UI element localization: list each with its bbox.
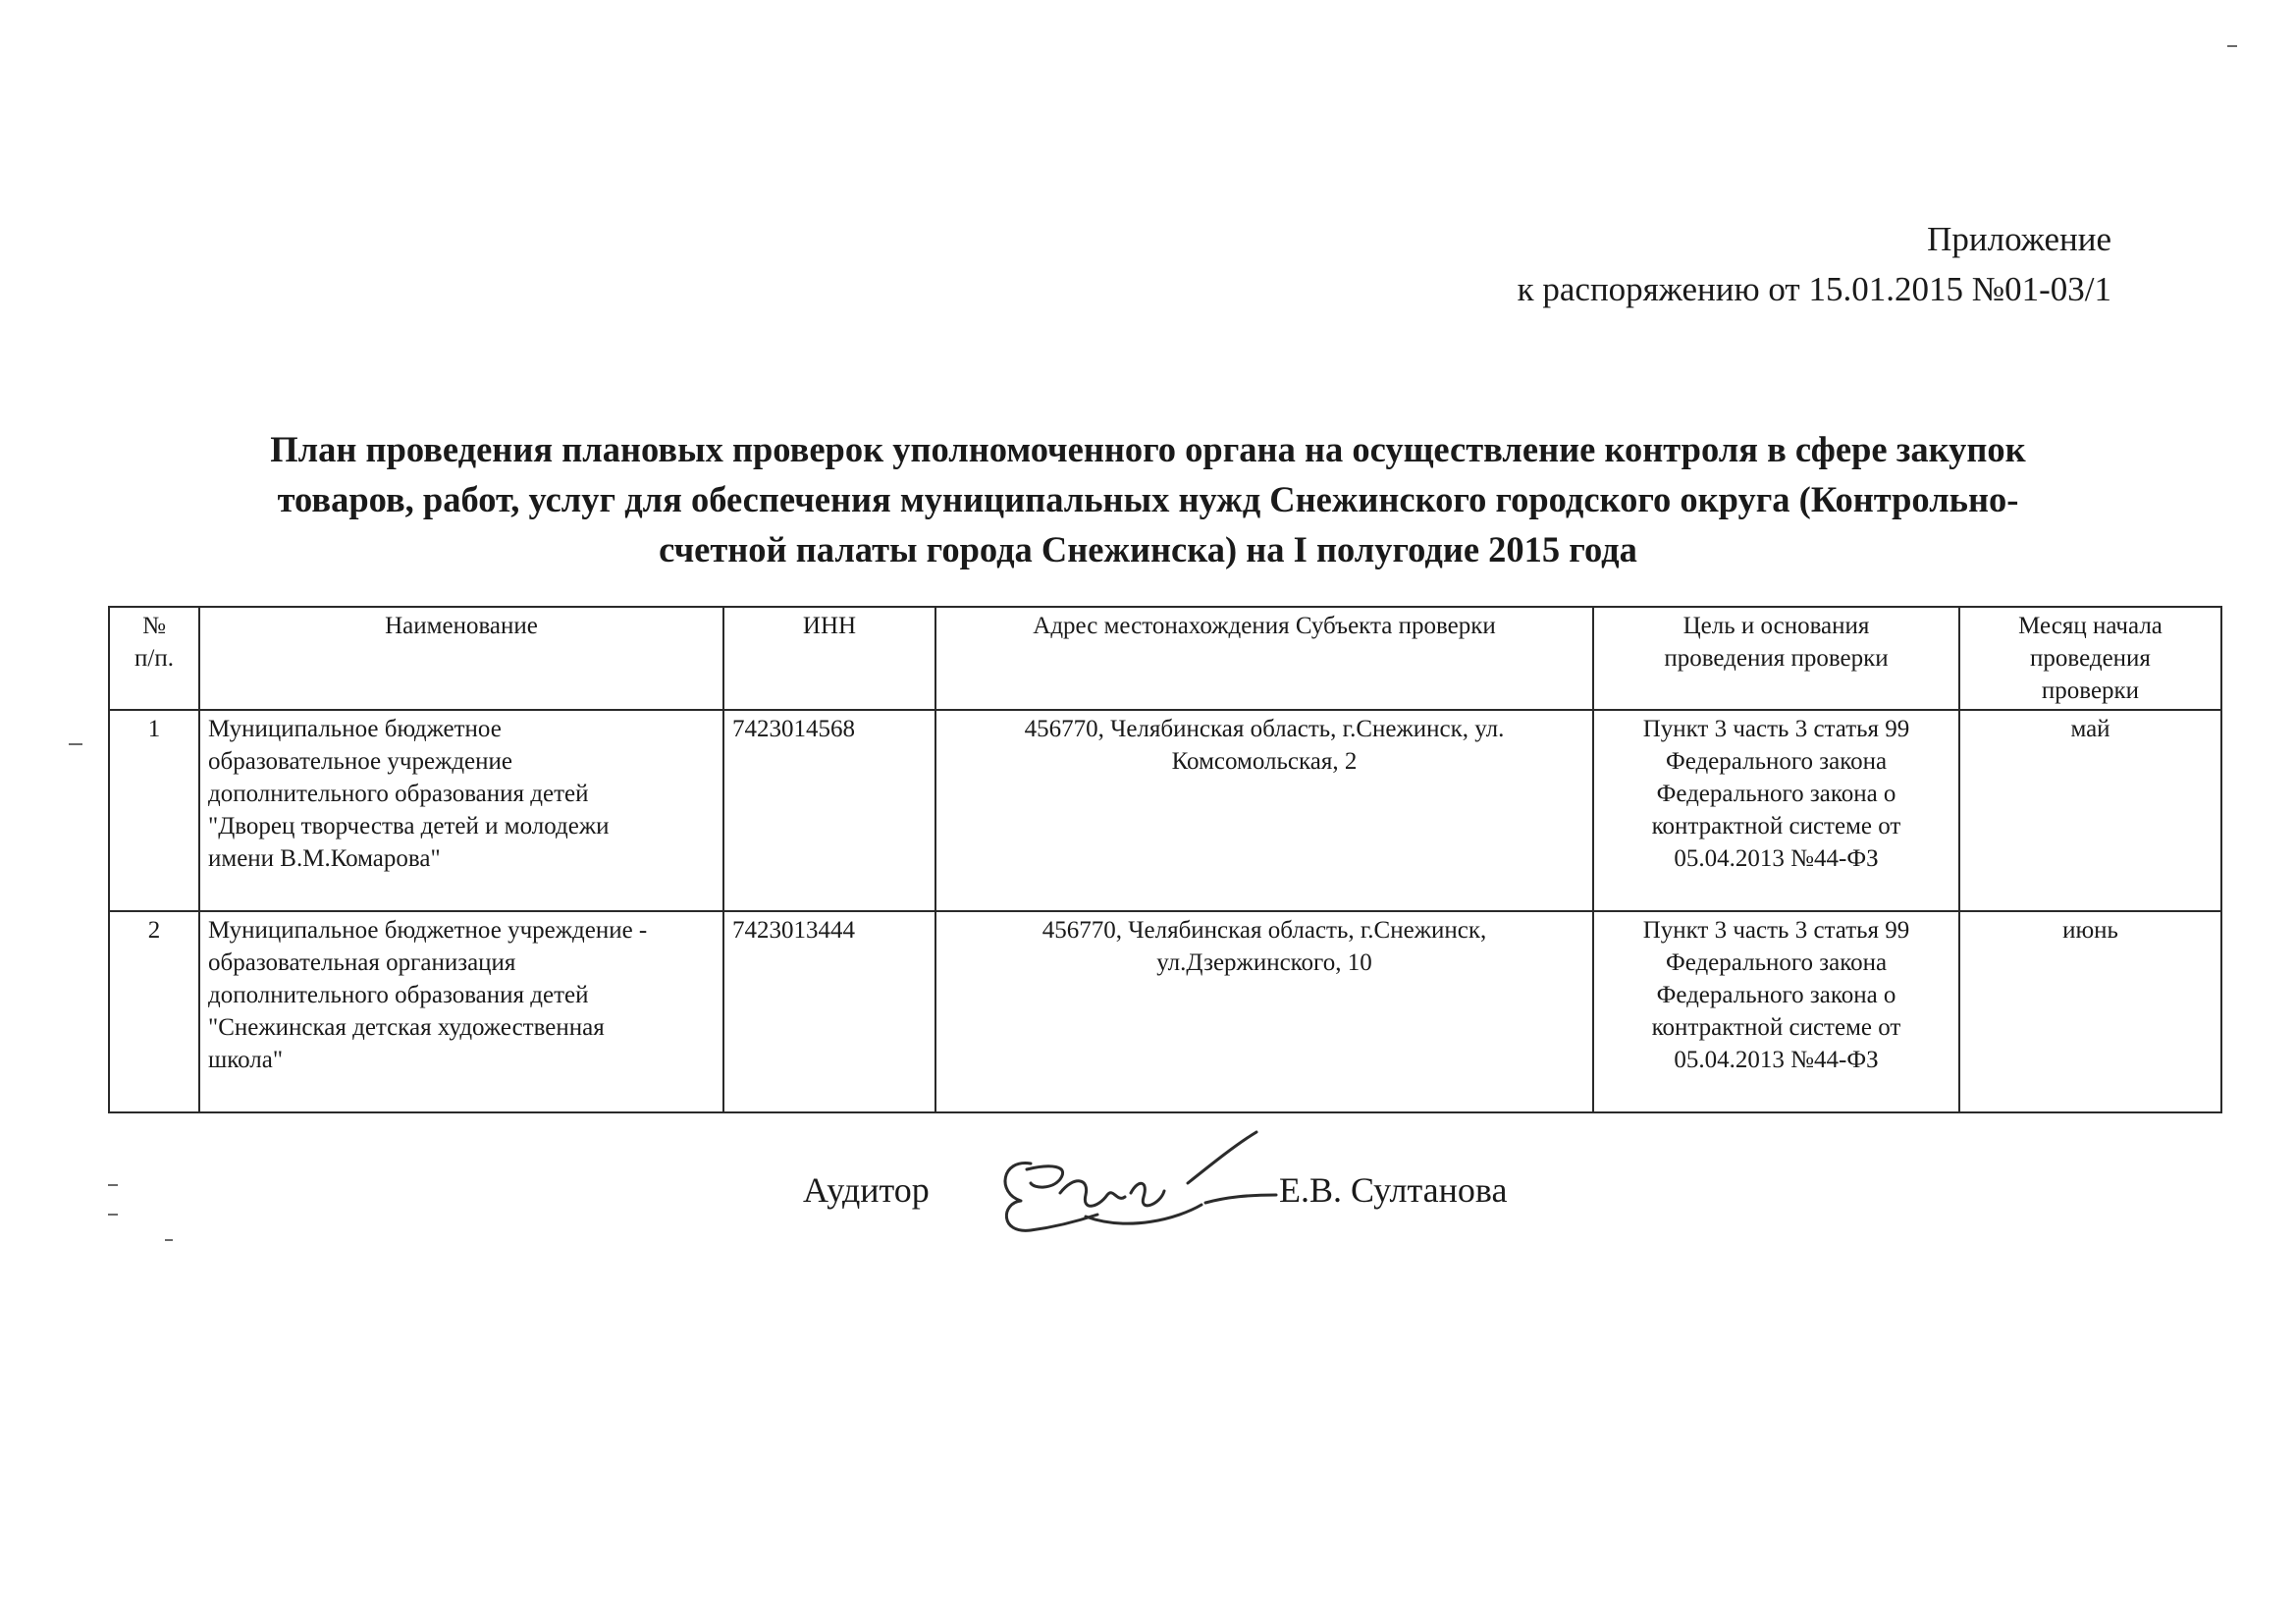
- cell-name-line: Муниципальное бюджетное учреждение -: [208, 917, 648, 944]
- cell-inn: 7423014568: [723, 710, 935, 911]
- header-address: Адрес местонахождения Субъекта проверки: [935, 607, 1593, 710]
- signer-role: Аудитор: [803, 1170, 930, 1210]
- header-goal: [1593, 607, 1959, 710]
- cell-name-line: имени В.М.Комарова": [208, 845, 441, 872]
- header-month: [1959, 607, 2221, 710]
- header-goal-line: Цель и основания: [1682, 613, 1870, 639]
- cell-address-line: Комсомольская, 2: [1171, 748, 1358, 775]
- title-line-2: товаров, работ, услуг для обеспечения муниципальных нужд Снежинского городского округа (Контрольно-: [277, 479, 2019, 519]
- scan-mark: [108, 1214, 118, 1216]
- cell-name-line: школа": [208, 1047, 284, 1073]
- annex-block: [1518, 214, 2111, 314]
- header-name: Наименование: [199, 607, 723, 710]
- header-goal-line: проведения проверки: [1664, 645, 1889, 672]
- title-line-3: счетной палаты города Снежинска) на I полугодие 2015 года: [659, 529, 1637, 569]
- cell-goal-line: Федерального закона: [1665, 949, 1888, 976]
- cell-goal-line: 05.04.2013 №44-ФЗ: [1674, 845, 1879, 872]
- annex-title: Приложение: [1927, 220, 2111, 258]
- cell-name-line: дополнительного образования детей: [208, 781, 589, 807]
- scan-mark: [165, 1239, 173, 1241]
- cell-name-line: дополнительного образования детей: [208, 982, 589, 1008]
- cell-address: [935, 911, 1593, 1112]
- cell-name-line: "Снежинская детская художественная: [208, 1014, 605, 1041]
- annex-reference: к распоряжению от 15.01.2015 №01-03/1: [1517, 270, 2111, 308]
- cell-name-line: образовательное учреждение: [208, 748, 513, 775]
- cell-name-line: образовательная организация: [208, 949, 516, 976]
- header-month-line: проверки: [2041, 677, 2140, 704]
- document-title: [128, 424, 2168, 574]
- cell-address-line: ул.Дзержинского, 10: [1156, 949, 1372, 976]
- title-line-1: План проведения плановых проверок уполномоченного органа на осуществление контроля в сфере закупок: [270, 429, 2026, 469]
- cell-inn: 7423013444: [723, 911, 935, 1112]
- cell-month: май: [1959, 710, 2221, 911]
- cell-goal-line: Федерального закона о: [1656, 781, 1896, 807]
- table-header-row: [109, 607, 2221, 710]
- inspection-plan-table: [108, 606, 2222, 1113]
- header-month-line: Месяц начала: [2018, 613, 2163, 639]
- handwritten-signature: [991, 1124, 1315, 1252]
- cell-goal-line: Пункт 3 часть 3 статья 99: [1642, 716, 1910, 742]
- cell-goal-line: Пункт 3 часть 3 статья 99: [1642, 917, 1910, 944]
- cell-month: июнь: [1959, 911, 2221, 1112]
- header-number: [109, 607, 199, 710]
- cell-goal-line: контрактной системе от: [1651, 813, 1901, 839]
- cell-name: [199, 710, 723, 911]
- scan-mark: [108, 1184, 118, 1186]
- cell-goal: [1593, 710, 1959, 911]
- cell-goal: [1593, 911, 1959, 1112]
- cell-goal-line: Федерального закона: [1665, 748, 1888, 775]
- cell-name-line: "Дворец творчества детей и молодежи: [208, 813, 610, 839]
- cell-number: 1: [109, 710, 199, 911]
- cell-address-line: 456770, Челябинская область, г.Снежинск,: [1041, 917, 1487, 944]
- table-row: [109, 911, 2221, 1112]
- cell-goal-line: контрактной системе от: [1651, 1014, 1901, 1041]
- cell-address: [935, 710, 1593, 911]
- header-inn: ИНН: [723, 607, 935, 710]
- cell-goal-line: 05.04.2013 №44-ФЗ: [1674, 1047, 1879, 1073]
- cell-number: 2: [109, 911, 199, 1112]
- header-month-line: проведения: [2030, 645, 2151, 672]
- header-number-line: п/п.: [134, 645, 174, 672]
- cell-goal-line: Федерального закона о: [1656, 982, 1896, 1008]
- cell-name: [199, 911, 723, 1112]
- cell-name-line: Муниципальное бюджетное: [208, 716, 502, 742]
- table-row: [109, 710, 2221, 911]
- scan-mark: [2227, 45, 2237, 47]
- cell-address-line: 456770, Челябинская область, г.Снежинск, ул.: [1024, 716, 1505, 742]
- signer-name: Е.В. Султанова: [1279, 1170, 1508, 1210]
- scan-mark: [69, 743, 82, 745]
- header-number-line: №: [142, 613, 166, 639]
